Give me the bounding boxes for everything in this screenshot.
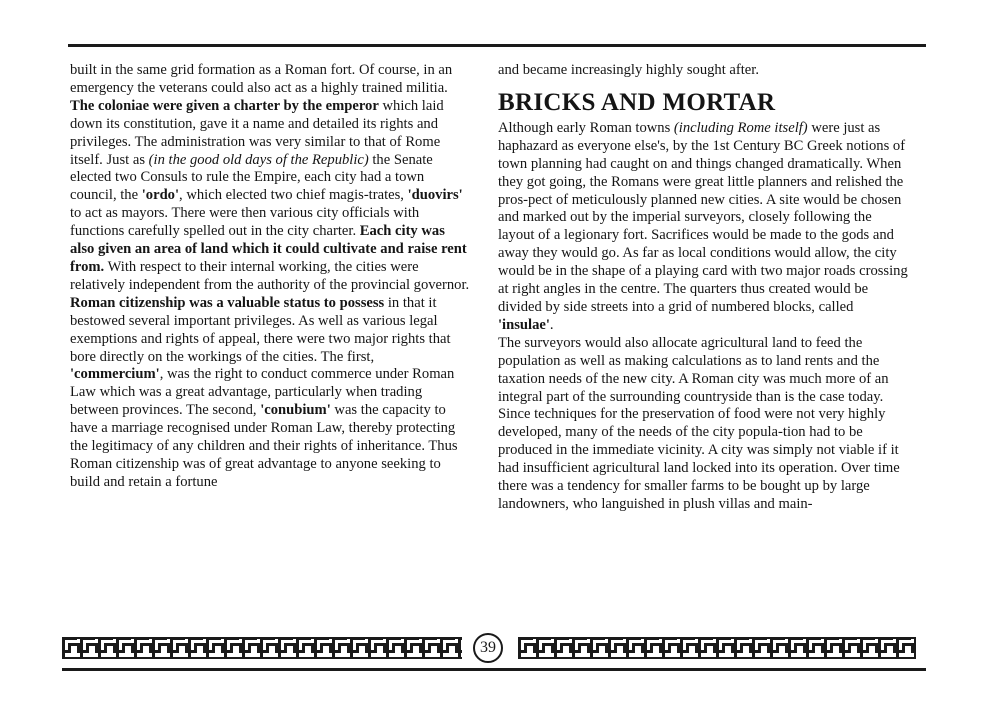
right-column	[498, 62, 910, 514]
left-column	[70, 62, 470, 492]
body-text: and became increasingly highly sought after.	[498, 62, 759, 78]
page-number: 39	[473, 633, 503, 663]
term-ordo: 'ordo'	[141, 187, 180, 204]
body-text: Although early Roman towns	[498, 119, 674, 136]
greek-key-border-left	[62, 637, 462, 659]
paragraph-town-planning	[498, 120, 910, 335]
body-text: The surveyors would also allocate agricultural land to feed the population as well as making calculations as to land rents and the taxation needs of the new city. A Roman city was much more of an integral part of the surrounding countryside than is the case today. Since techniques for the preservation of food were not very highly developed, many of the needs of the city popula-tion had to be produced in the immediate vicinity. A city was simply not viable if it had insufficient agricultural land locked into its operation. Over time there was a tendency for smaller farms to be bought up by large landowners, who languished in plush villas and main-	[498, 334, 900, 512]
term-duovirs: 'duovirs'	[407, 187, 463, 204]
body-text: .	[549, 316, 554, 333]
section-heading: BRICKS AND MORTAR	[498, 88, 776, 116]
bottom-rule	[62, 668, 926, 671]
body-text: to act as mayors. There were then various city officials with functions carefully spelled out in the city charter.	[70, 205, 420, 240]
term-commercium: 'commercium'	[70, 366, 160, 383]
body-text: , was the right to conduct commerce under Roman Law which was a great advantage, particularly when trading between provinces. The second,	[70, 366, 455, 419]
paragraph-agricultural-land	[498, 335, 910, 514]
emphasis-text: The coloniae were given a charter by the emperor	[70, 97, 379, 114]
top-rule	[68, 44, 926, 47]
body-text: built in the same grid formation as a Roman fort. Of course, in an emergency the veterans could also act as a highly trained militia.	[70, 62, 453, 96]
emphasis-text: Each city was also given an area of land which it could cultivate and raise rent from.	[70, 223, 467, 275]
emphasis-text: Roman citizenship was a valuable status to possess	[70, 294, 385, 311]
paragraph-continuation	[498, 62, 910, 80]
paragraph-fort-grid	[70, 62, 470, 98]
term-insulae: 'insulae'	[498, 316, 550, 333]
body-text: was the capacity to have a marriage recognised under Roman Law, thereby protecting the legitimacy of any children and their rights of inheritance. Thus Roman citizenship was of great advantage to anyone seeking to build and retain a fortune	[70, 402, 458, 490]
term-conubium: 'conubium'	[260, 402, 331, 419]
paragraph-roman-citizenship	[70, 295, 470, 492]
italic-aside: (in the good old days of the Republic)	[148, 151, 369, 168]
body-text: With respect to their internal working, the cities were relatively independent from the authority of the provincial governor.	[70, 258, 470, 293]
body-text: the Senate elected two Consuls to rule the Empire, each city had a town council, the	[70, 151, 433, 204]
body-text: , which elected two chief magis-trates,	[179, 187, 408, 204]
body-text: in that it bestowed several important privileges. As well as various legal exemptions and rights of appeal, there were two major rights that bore directly on the workings of the cities. The first,	[70, 294, 451, 365]
greek-key-border-right	[518, 637, 916, 659]
footer-ornament	[62, 633, 916, 663]
paragraph-coloniae-charter	[70, 98, 470, 295]
body-text: which laid down its constitution, gave it a name and detailed its rights and privileges. The administration was very similar to that of Rome itself. Just as	[70, 97, 444, 168]
body-text: were just as haphazard as everyone else's, by the 1st Century BC Greek notions of town planning had caught on and things changed dramatically. When they got going, the Romans were great little planners and relished the pros-pect of meticulously planned new cities. A site would be chosen and marked out by the imperial surveyors, closely following the layout of a legionary fort. Sacrifices would be made to the gods and away they would go. As far as local conditions would allow, the city would be in the shape of a playing card with two major roads crossing at right angles in the centre. The quarters thus created would be divided by side streets into a grid of numbered blocks, called	[498, 119, 908, 315]
italic-aside: (including Rome itself)	[673, 119, 808, 136]
